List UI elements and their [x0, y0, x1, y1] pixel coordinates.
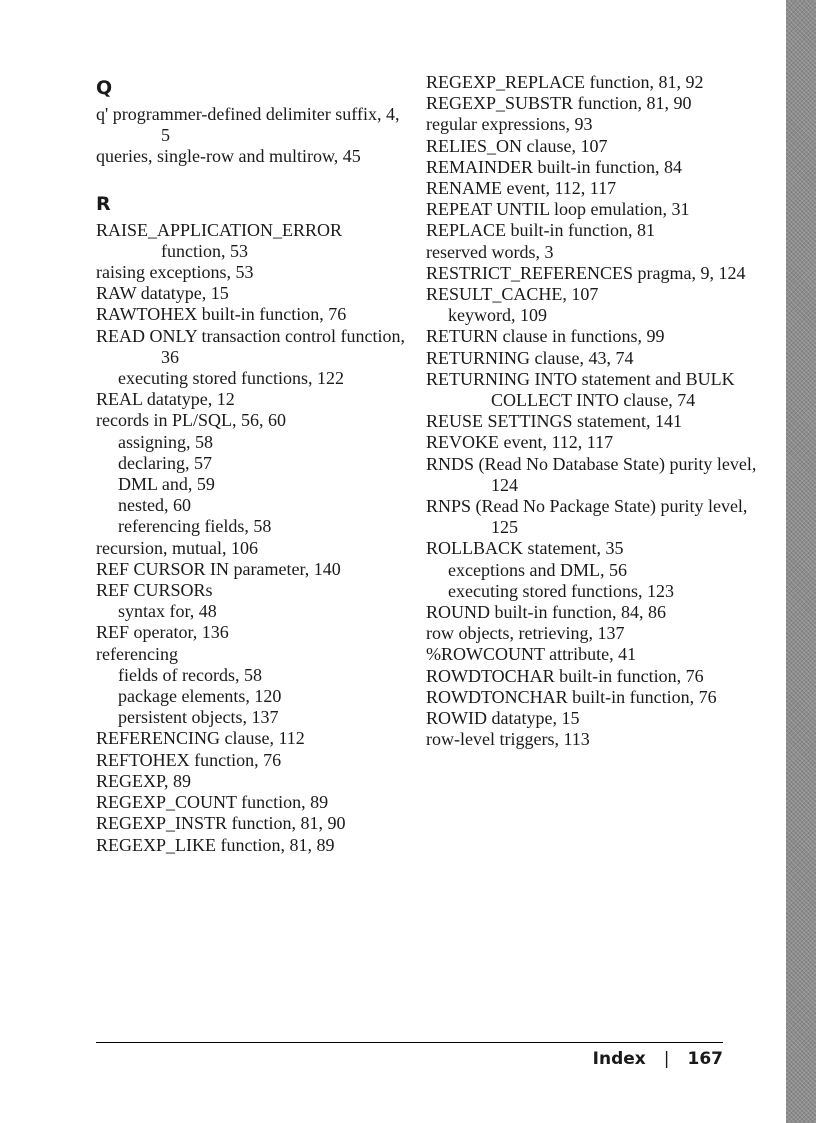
index-subentry: keyword, 109 [448, 305, 547, 326]
index-entry: ROWID datatype, 15 [426, 708, 580, 729]
index-entry: queries, single-row and multirow, 45 [96, 146, 361, 167]
index-subentry: exceptions and DML, 56 [448, 559, 627, 580]
index-entry: RETURN clause in functions, 99 [426, 326, 665, 347]
index-subentry: declaring, 57 [118, 452, 212, 473]
section-letter-q: Q [96, 77, 113, 99]
index-entry: row objects, retrieving, 137 [426, 623, 625, 644]
index-entry: RENAME event, 112, 117 [426, 178, 617, 199]
index-entry: REF CURSOR IN parameter, 140 [96, 558, 341, 579]
index-entry: raising exceptions, 53 [96, 262, 254, 283]
index-entry: REF CURSORs [96, 580, 213, 601]
footer-separator: | [663, 1049, 670, 1069]
index-entry: RETURNING clause, 43, 74 [426, 347, 634, 368]
index-subentry: fields of records, 58 [118, 664, 262, 685]
index-entry: RESTRICT_REFERENCES pragma, 9, 124 [426, 262, 746, 283]
footer-rule [96, 1042, 723, 1043]
index-entry: REGEXP_SUBSTR function, 81, 90 [426, 93, 692, 114]
index-entry: regular expressions, 93 [426, 114, 593, 135]
index-entry: recursion, mutual, 106 [96, 537, 258, 558]
index-entry: REPEAT UNTIL loop emulation, 31 [426, 199, 690, 220]
index-section-r [96, 188, 406, 856]
index-entry: RELIES_ON clause, 107 [426, 135, 608, 156]
index-entry: REFTOHEX function, 76 [96, 749, 282, 770]
index-subentry: persistent objects, 137 [118, 707, 279, 728]
index-entry: REGEXP, 89 [96, 770, 192, 791]
index-entry: RESULT_CACHE, 107 [426, 284, 599, 305]
index-entry: REUSE SETTINGS statement, 141 [426, 411, 682, 432]
index-column-left [96, 72, 406, 856]
index-entry: RAISE_APPLICATION_ERROR function, 53 [96, 219, 343, 261]
index-entry: ROWDTOCHAR built-in function, 76 [426, 665, 704, 686]
index-entry: ROWDTONCHAR built-in function, 76 [426, 686, 717, 707]
index-entry: REGEXP_LIKE function, 81, 89 [96, 834, 335, 855]
index-entry: ROUND built-in function, 84, 86 [426, 602, 666, 623]
index-entry: READ ONLY transaction control function, 36 [96, 325, 405, 367]
index-entry: referencing [96, 643, 178, 664]
footer-section-label: Index [592, 1049, 646, 1069]
index-entry: %ROWCOUNT attribute, 41 [426, 644, 637, 665]
index-subentry: syntax for, 48 [118, 601, 217, 622]
index-entry: reserved words, 3 [426, 241, 554, 262]
index-entry: REFERENCING clause, 112 [96, 728, 305, 749]
index-entry: RAWTOHEX built-in function, 76 [96, 304, 347, 325]
index-entry: REGEXP_REPLACE function, 81, 92 [426, 72, 704, 92]
section-letter-r: R [96, 192, 111, 215]
index-entry: ROLLBACK statement, 35 [426, 538, 624, 559]
index-subentry: DML and, 59 [118, 474, 215, 495]
index-subentry: assigning, 58 [118, 431, 214, 452]
index-subentry: package elements, 120 [118, 686, 282, 707]
index-entry: REPLACE built-in function, 81 [426, 220, 655, 241]
index-entry: RNDS (Read No Database State) purity level, 124 [426, 453, 757, 495]
index-subentry: nested, 60 [118, 495, 191, 516]
index-entry: RNPS (Read No Package State) purity level, 125 [426, 496, 748, 538]
thumb-index-tab [786, 0, 816, 1123]
index-entry: REF operator, 136 [96, 622, 229, 643]
page-footer [593, 1047, 723, 1071]
index-entry: row-level triggers, 113 [426, 729, 590, 750]
index-entry: REMAINDER built-in function, 84 [426, 156, 682, 177]
index-subentry: executing stored functions, 122 [118, 368, 344, 389]
index-entry: records in PL/SQL, 56, 60 [96, 410, 286, 431]
index-subentry: referencing fields, 58 [118, 516, 272, 537]
index-section-q [96, 72, 406, 168]
page-number: 167 [687, 1049, 723, 1069]
index-column-right [426, 72, 761, 751]
index-entry: REGEXP_INSTR function, 81, 90 [96, 813, 346, 834]
index-subentry: executing stored functions, 123 [448, 580, 674, 601]
index-entry: REVOKE event, 112, 117 [426, 432, 614, 453]
index-entry: RAW datatype, 15 [96, 283, 229, 304]
index-entry: q' programmer-defined delimiter suffix, 4, 5 [96, 104, 400, 146]
index-entry: REAL datatype, 12 [96, 389, 235, 410]
index-entry: RETURNING INTO statement and BULK COLLECT INTO clause, 74 [426, 368, 735, 411]
index-entry: REGEXP_COUNT function, 89 [96, 792, 329, 813]
